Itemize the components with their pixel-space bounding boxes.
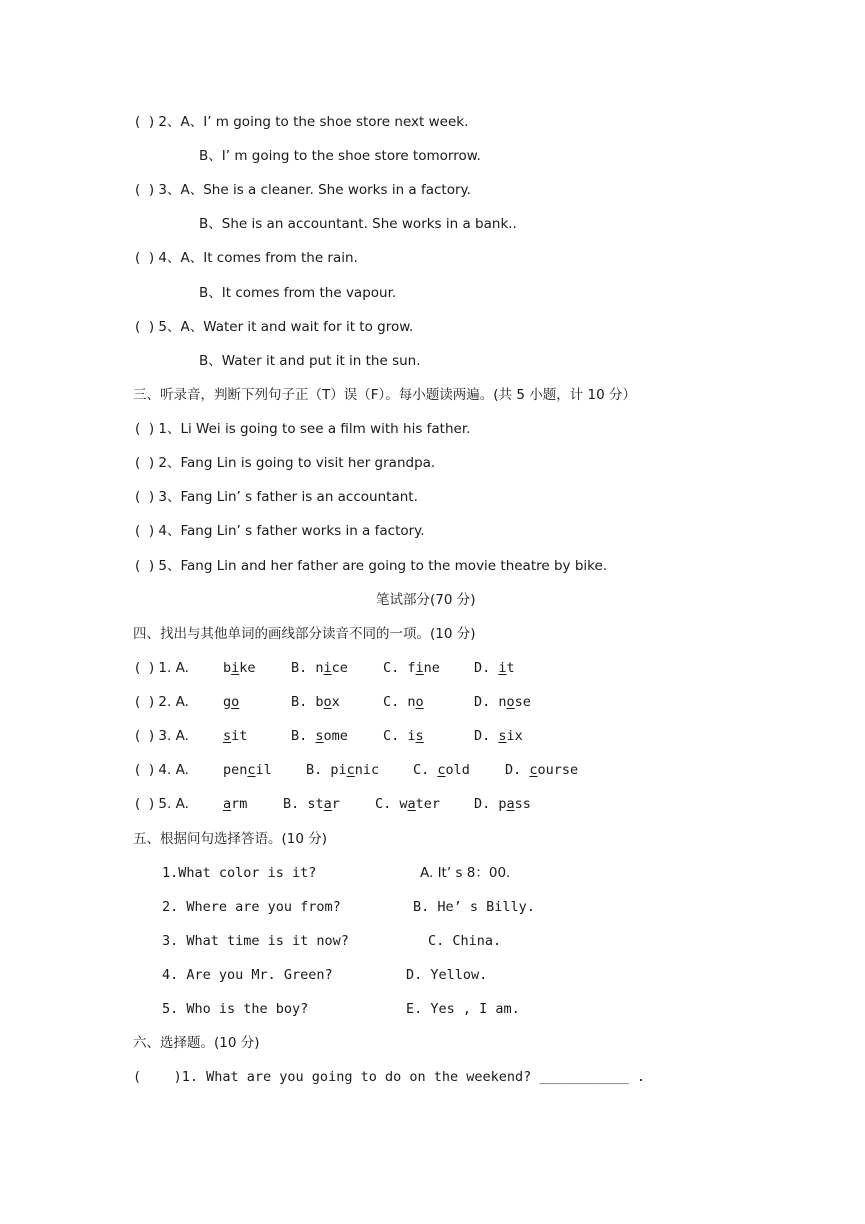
section-5-title: 五、根据问句选择答语。(10 分) bbox=[133, 831, 328, 847]
word-option: C. no bbox=[383, 694, 424, 710]
underlined-letter: a bbox=[407, 796, 416, 812]
q5-option-b: B、Water it and put it in the sun. bbox=[199, 353, 421, 369]
underlined-letter: s bbox=[315, 728, 324, 744]
section-6-title: 六、选择题。(10 分) bbox=[133, 1035, 260, 1051]
underlined-letter: s bbox=[415, 728, 424, 744]
underlined-letter: o bbox=[415, 694, 424, 710]
underlined-letter: s bbox=[223, 728, 232, 744]
underlined-letter: i bbox=[498, 660, 507, 676]
match-answer: B. He’ s Billy. bbox=[413, 899, 535, 915]
match-question: 5. Who is the boy? bbox=[162, 1001, 309, 1017]
word-option: go bbox=[223, 694, 240, 710]
q5-option-a: ( ) 5、A、Water it and wait for it to grow. bbox=[135, 319, 414, 335]
word-option: D. nose bbox=[474, 694, 531, 710]
q2-option-b: B、I’ m going to the shoe store tomorrow. bbox=[199, 148, 481, 164]
underlined-letter: c bbox=[346, 762, 355, 778]
underlined-letter: c bbox=[247, 762, 256, 778]
question-number: ( ) 5. A. bbox=[135, 796, 189, 812]
match-answer: E. Yes , I am. bbox=[406, 1001, 520, 1017]
word-option: C. cold bbox=[413, 762, 470, 778]
match-question: 1.What color is it? bbox=[162, 865, 317, 881]
q4-option-b: B、It comes from the vapour. bbox=[199, 285, 397, 301]
underlined-letter: o bbox=[323, 694, 332, 710]
question-number: ( ) 3. A. bbox=[135, 728, 189, 744]
list-item: ( ) 1、Li Wei is going to see a film with his father. bbox=[135, 421, 471, 437]
word-option: D. course bbox=[505, 762, 579, 778]
word-option: B. box bbox=[291, 694, 340, 710]
word-option: pencil bbox=[223, 762, 272, 778]
word-option: bike bbox=[223, 660, 256, 676]
underlined-letter: a bbox=[506, 796, 515, 812]
question-number: ( ) 1. A. bbox=[135, 660, 189, 676]
word-option: arm bbox=[223, 796, 248, 812]
match-question: 4. Are you Mr. Green? bbox=[162, 967, 333, 983]
match-answer: A. It’ s 8：00. bbox=[420, 865, 511, 881]
choice-question-1: ( )1. What are you going to do on the weekend? ___________ . bbox=[133, 1069, 646, 1085]
match-question: 3. What time is it now? bbox=[162, 933, 349, 949]
underlined-letter: i bbox=[231, 660, 240, 676]
question-number: ( ) 2. A. bbox=[135, 694, 189, 710]
word-option: D. it bbox=[474, 660, 515, 676]
word-option: sit bbox=[223, 728, 248, 744]
list-item: ( ) 5、Fang Lin and her father are going to the movie theatre by bike. bbox=[135, 558, 608, 574]
written-section-title: 笔试部分(70 分) bbox=[376, 592, 476, 608]
q3-option-b: B、She is an accountant. She works in a bank.. bbox=[199, 216, 517, 232]
list-item: ( ) 4、Fang Lin’ s father works in a factory. bbox=[135, 523, 425, 539]
section-3-title: 三、听录音，判断下列句子正（T）误（F）。每小题读两遍。(共 5 小题，计 10 分） bbox=[133, 387, 636, 403]
section-4-title: 四、找出与其他单词的画线部分读音不同的一项。(10 分) bbox=[133, 626, 476, 642]
word-option: D. six bbox=[474, 728, 523, 744]
word-option: D. pass bbox=[474, 796, 531, 812]
word-option: B. nice bbox=[291, 660, 348, 676]
underlined-letter: c bbox=[529, 762, 538, 778]
underlined-letter: a bbox=[223, 796, 232, 812]
match-answer: D. Yellow. bbox=[406, 967, 488, 983]
word-option: C. fine bbox=[383, 660, 440, 676]
underlined-letter: i bbox=[323, 660, 332, 676]
word-option: B. some bbox=[291, 728, 348, 744]
question-number: ( ) 4. A. bbox=[135, 762, 189, 778]
list-item: ( ) 3、Fang Lin’ s father is an accountant. bbox=[135, 489, 418, 505]
match-question: 2. Where are you from? bbox=[162, 899, 341, 915]
underlined-letter: c bbox=[437, 762, 446, 778]
underlined-letter: o bbox=[506, 694, 515, 710]
q4-option-a: ( ) 4、A、It comes from the rain. bbox=[135, 250, 358, 266]
underlined-letter: i bbox=[415, 660, 424, 676]
underlined-letter: a bbox=[323, 796, 332, 812]
underlined-letter: s bbox=[498, 728, 507, 744]
match-answer: C. China. bbox=[428, 933, 502, 949]
q3-option-a: ( ) 3、A、She is a cleaner. She works in a factory. bbox=[135, 182, 471, 198]
q2-option-a: ( ) 2、A、I’ m going to the shoe store next week. bbox=[135, 114, 469, 130]
word-option: B. star bbox=[283, 796, 340, 812]
list-item: ( ) 2、Fang Lin is going to visit her grandpa. bbox=[135, 455, 436, 471]
underlined-letter: o bbox=[231, 694, 240, 710]
word-option: B. picnic bbox=[306, 762, 380, 778]
word-option: C. water bbox=[375, 796, 441, 812]
word-option: C. is bbox=[383, 728, 424, 744]
